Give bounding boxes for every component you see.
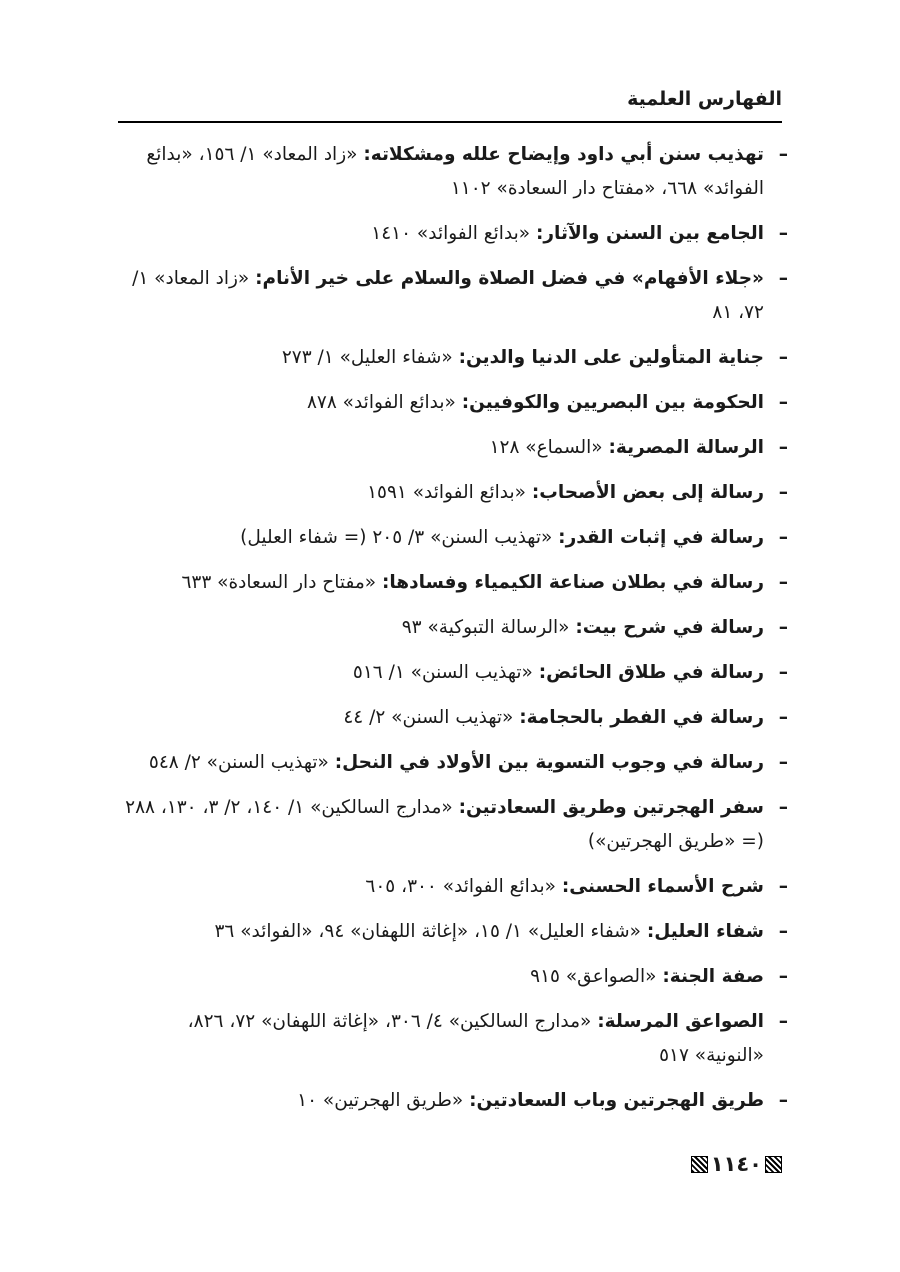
entry-dash: –	[778, 572, 788, 593]
entry-dash: –	[778, 482, 788, 503]
entry-dash: –	[778, 223, 788, 244]
entry-references: «طريق الهجرتين» ١٠	[297, 1090, 470, 1111]
entry-dash: –	[778, 921, 788, 942]
ornament-left-icon	[691, 1156, 708, 1173]
index-entry	[116, 262, 788, 330]
entry-references: «مفتاح دار السعادة» ٦٣٣	[181, 572, 382, 593]
entry-dash: –	[778, 752, 788, 773]
entry-work-title: رسالة إلى بعض الأصحاب:	[531, 482, 764, 503]
entry-references: «تهذيب السنن» ٣/ ٢٠٥ (= شفاء العليل)	[240, 527, 559, 548]
index-entry	[116, 870, 788, 904]
entry-references: «الرسالة التبوكية» ٩٣	[401, 617, 576, 638]
index-entry	[116, 960, 788, 994]
entry-work-title: الجامع بين السنن والآثار:	[536, 223, 764, 244]
entry-dash: –	[778, 617, 788, 638]
index-entry	[116, 746, 788, 780]
header-divider	[118, 121, 782, 123]
index-entry	[116, 791, 788, 859]
index-entry	[116, 138, 788, 206]
entry-work-title: صفة الجنة:	[662, 966, 764, 987]
index-entry	[116, 341, 788, 375]
index-entry	[116, 217, 788, 251]
entry-references: «تهذيب السنن» ٢/ ٥٤٨	[148, 752, 335, 773]
entry-references: «شفاء العليل» ١/ ١٥، «إغاثة اللهفان» ٩٤، «الفوائد» ٣٦	[214, 921, 647, 942]
entry-work-title: رسالة في إثبات القدر:	[558, 527, 764, 548]
entry-work-title: شفاء العليل:	[646, 921, 764, 942]
entry-dash: –	[778, 876, 788, 897]
entry-dash: –	[778, 527, 788, 548]
index-entry	[116, 915, 788, 949]
entry-dash: –	[778, 144, 788, 165]
entry-work-title: رسالة في الفطر بالحجامة:	[519, 707, 764, 728]
entry-references: «تهذيب السنن» ٢/ ٤٤	[343, 707, 520, 728]
entry-references: «زاد المعاد» ١/ ١٥٦، «بدائع الفوائد» ٦٦٨، «مفتاح دار السعادة» ١١٠٢	[146, 144, 764, 199]
entry-dash: –	[778, 268, 788, 289]
ornament-right-icon	[765, 1156, 782, 1173]
index-entry	[116, 1084, 788, 1118]
index-entry	[116, 431, 788, 465]
entry-work-title: الحكومة بين البصريين والكوفيين:	[461, 392, 764, 413]
entry-dash: –	[778, 662, 788, 683]
entry-references: «بدائع الفوائد» ٣٠٠، ٦٠٥	[365, 876, 562, 897]
entry-work-title: سفر الهجرتين وطريق السعادتين:	[458, 797, 764, 818]
entry-dash: –	[778, 347, 788, 368]
index-entry	[116, 386, 788, 420]
entry-dash: –	[778, 392, 788, 413]
entry-references: «السماع» ١٢٨	[489, 437, 609, 458]
index-entry	[116, 566, 788, 600]
entry-dash: –	[778, 797, 788, 818]
entry-references: «مدارج السالكين» ٤/ ٣٠٦، «إغاثة اللهفان» ٧٢، ٨٢٦، «النونية» ٥١٧	[187, 1011, 764, 1066]
index-entries-list	[116, 138, 788, 1129]
entry-work-title: الصواعق المرسلة:	[597, 1011, 764, 1032]
entry-references: «الصواعق» ٩١٥	[530, 966, 663, 987]
index-entry	[116, 656, 788, 690]
page-number: ١١٤٠	[710, 1152, 762, 1176]
index-entry	[116, 611, 788, 645]
entry-references: «زاد المعاد» ١/ ٧٢، ٨١	[132, 268, 764, 323]
entry-work-title: رسالة في بطلان صناعة الكيمياء وفسادها:	[381, 572, 764, 593]
entry-dash: –	[778, 707, 788, 728]
entry-references: «تهذيب السنن» ١/ ٥١٦	[352, 662, 539, 683]
index-entry	[116, 476, 788, 510]
entry-dash: –	[778, 966, 788, 987]
index-entry	[116, 521, 788, 555]
entry-dash: –	[778, 1011, 788, 1032]
entry-work-title: طريق الهجرتين وباب السعادتين:	[469, 1090, 764, 1111]
entry-dash: –	[778, 437, 788, 458]
entry-work-title: رسالة في شرح بيت:	[575, 617, 764, 638]
entry-work-title: الرسالة المصرية:	[608, 437, 764, 458]
index-entry	[116, 1005, 788, 1073]
entry-work-title: جناية المتأولين على الدنيا والدين:	[458, 347, 764, 368]
entry-references: «بدائع الفوائد» ١٤١٠	[371, 223, 536, 244]
entry-references: «مدارج السالكين» ١/ ١٤٠، ٢/ ٣، ١٣٠، ٢٨٨ (= «طريق الهجرتين»)	[125, 797, 764, 852]
entry-references: «شفاء العليل» ١/ ٢٧٣	[281, 347, 459, 368]
entry-references: «بدائع الفوائد» ٨٧٨	[306, 392, 462, 413]
entry-references: «بدائع الفوائد» ١٥٩١	[367, 482, 532, 503]
entry-dash: –	[778, 1090, 788, 1111]
entry-work-title: «جلاء الأفهام» في فضل الصلاة والسلام على خير الأنام:	[255, 268, 764, 289]
running-header-title: الفهارس العلمية	[627, 88, 782, 110]
entry-work-title: رسالة في وجوب التسوية بين الأولاد في النحل:	[334, 752, 764, 773]
page-number-block	[691, 1152, 782, 1176]
entry-work-title: تهذيب سنن أبي داود وإيضاح علله ومشكلاته:	[363, 144, 764, 165]
entry-work-title: رسالة في طلاق الحائض:	[538, 662, 764, 683]
index-entry	[116, 701, 788, 735]
entry-work-title: شرح الأسماء الحسنى:	[561, 876, 764, 897]
